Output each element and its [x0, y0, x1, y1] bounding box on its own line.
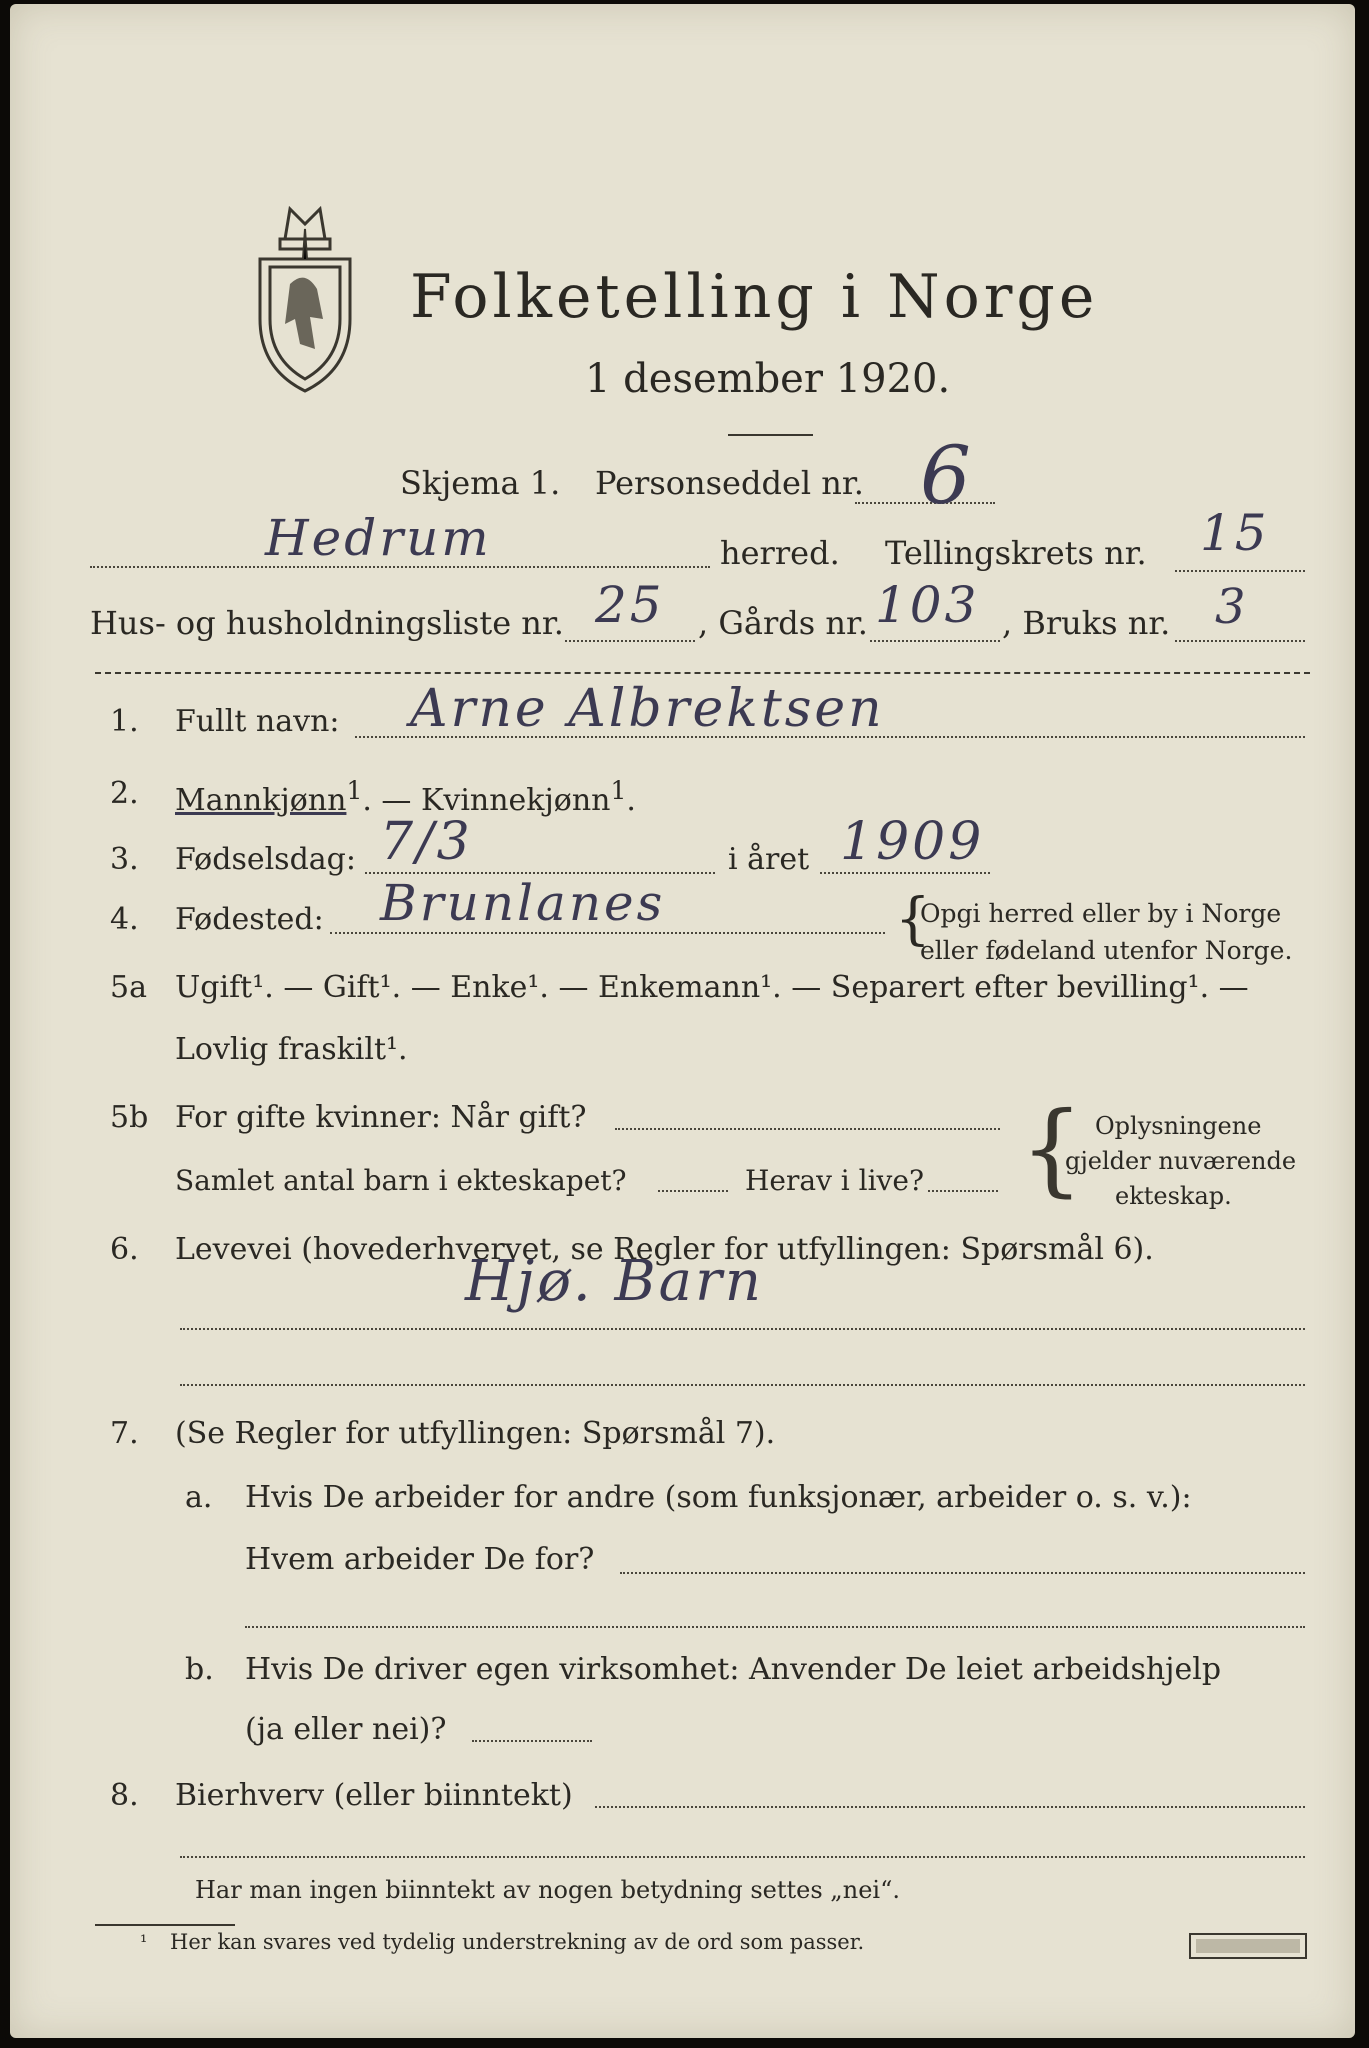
- q4-label: Fødested:: [175, 902, 324, 937]
- tellingskrets-label: Tellingskrets nr.: [885, 534, 1147, 572]
- census-form: [10, 4, 1355, 2038]
- q5b-married-line: [615, 1128, 1000, 1130]
- q7b-letter: b.: [185, 1652, 214, 1687]
- q2-separator: . —: [362, 783, 421, 818]
- q6-line-1: [180, 1328, 1305, 1330]
- q3-year-value: 1909: [840, 812, 985, 872]
- q4-number: 4.: [110, 902, 139, 937]
- q1-value: Arne Albrektsen: [410, 679, 885, 739]
- herred-value: Hedrum: [265, 509, 492, 567]
- q5b-number: 5b: [110, 1100, 149, 1135]
- q3-year-label: i året: [728, 842, 810, 877]
- footnote-mark: ¹: [140, 1932, 148, 1953]
- q6-value: Hjø. Barn: [465, 1249, 764, 1314]
- q6-label: Levevei (hovederhvervet, se Regler for utfyllingen: Spørsmål 6).: [175, 1232, 1154, 1267]
- gards-line: [870, 640, 1000, 642]
- q4-note-brace: {: [895, 887, 931, 952]
- personseddel-value: 6: [920, 429, 974, 522]
- q2-options: Mannkjønn$^1$. — Kvinnekjønn$^1$.: [175, 776, 636, 818]
- q4-note-line1: Opgi herred eller by i Norge: [920, 899, 1282, 928]
- q5b-note-line2: gjelder nuværende: [1065, 1147, 1297, 1175]
- q5a-number: 5a: [110, 970, 147, 1005]
- form-title: Folketelling i Norge: [410, 262, 1099, 332]
- bruks-line: [1175, 640, 1305, 642]
- census-date: 1 desember 1920.: [585, 356, 951, 402]
- q5b-note-brace: {: [1020, 1090, 1084, 1207]
- q7a-question: Hvis De arbeider for andre (som funksjonær, arbeider o. s. v.):: [245, 1480, 1192, 1515]
- q7a-employer-label: Hvem arbeider De for?: [245, 1542, 595, 1577]
- footnote-text: Her kan svares ved tydelig understrekning av de ord som passer.: [170, 1930, 865, 1954]
- q4-value: Brunlanes: [380, 874, 666, 932]
- q1-label: Fullt navn:: [175, 704, 340, 739]
- q7a-employer-line-2: [245, 1626, 1305, 1628]
- herred-label: herred.: [720, 534, 840, 572]
- q4-line: [330, 932, 885, 934]
- q7a-letter: a.: [185, 1480, 213, 1515]
- q5a-options: Ugift¹. — Gift¹. — Enke¹. — Enkemann¹. — Separert efter bevilling¹. —: [175, 970, 1249, 1005]
- q5b-note-line1: Oplysningene: [1095, 1112, 1262, 1140]
- q6-number: 6.: [110, 1232, 139, 1267]
- q7b-question: Hvis De driver egen virksomhet: Anvender De leiet arbeidshjelp: [245, 1652, 1222, 1687]
- personseddel-label: Personseddel nr.: [595, 464, 864, 502]
- q2-female-option: Kvinnekjønn: [420, 783, 611, 818]
- husliste-line: [565, 640, 695, 642]
- q7b-answer-label: (ja eller nei)?: [245, 1712, 447, 1747]
- coat-of-arms-icon: [245, 199, 365, 403]
- q3-year-line: [820, 872, 990, 874]
- no-income-note: Har man ingen biinntekt av nogen betydning settes „nei“.: [195, 1876, 900, 1904]
- q8-label: Bierhverv (eller biinntekt): [175, 1778, 573, 1813]
- q2-male-option: Mannkjønn: [175, 783, 347, 818]
- q8-line-2: [180, 1856, 1305, 1858]
- q5b-note-line3: ekteskap.: [1115, 1182, 1232, 1210]
- q4-note-line2: eller fødeland utenfor Norge.: [920, 936, 1293, 965]
- q1-number: 1.: [110, 704, 139, 739]
- q5b-children-line: [658, 1190, 728, 1192]
- q6-line-2: [180, 1384, 1305, 1386]
- q7-label: (Se Regler for utfyllingen: Spørsmål 7).: [175, 1416, 776, 1451]
- q5b-alive-line: [928, 1190, 998, 1192]
- q7a-employer-line: [620, 1572, 1305, 1574]
- q7-number: 7.: [110, 1416, 139, 1451]
- q5b-children-total: Samlet antal barn i ekteskapet?: [175, 1164, 627, 1197]
- gards-label: , Gårds nr.: [698, 604, 868, 642]
- q8-line-1: [595, 1806, 1305, 1808]
- q2-number: 2.: [110, 776, 139, 811]
- husliste-value: 25: [595, 576, 665, 634]
- q3-label: Fødselsdag:: [175, 842, 356, 877]
- q2-end: .: [626, 783, 636, 818]
- tellingskrets-line: [1175, 570, 1305, 572]
- bruks-value: 3: [1215, 579, 1249, 635]
- q5b-children-alive: Herav i live?: [745, 1164, 924, 1197]
- footnote-divider: [95, 1924, 235, 1926]
- bruks-label: , Bruks nr.: [1002, 604, 1171, 642]
- gards-value: 103: [875, 576, 980, 634]
- q5a-options-cont: Lovlig fraskilt¹.: [175, 1032, 408, 1067]
- q7b-answer-line: [472, 1740, 592, 1742]
- q5b-married-when: For gifte kvinner: Når gift?: [175, 1100, 587, 1135]
- tellingskrets-value: 15: [1200, 504, 1270, 562]
- schema-label: Skjema 1.: [400, 464, 561, 502]
- q3-number: 3.: [110, 842, 139, 877]
- printer-stamp-icon: [1188, 1932, 1308, 1964]
- q3-value: 7/3: [380, 812, 473, 872]
- section-divider: [95, 672, 1310, 674]
- q8-number: 8.: [110, 1778, 139, 1813]
- title-divider: [728, 434, 813, 436]
- husliste-label: Hus- og husholdningsliste nr.: [90, 604, 564, 642]
